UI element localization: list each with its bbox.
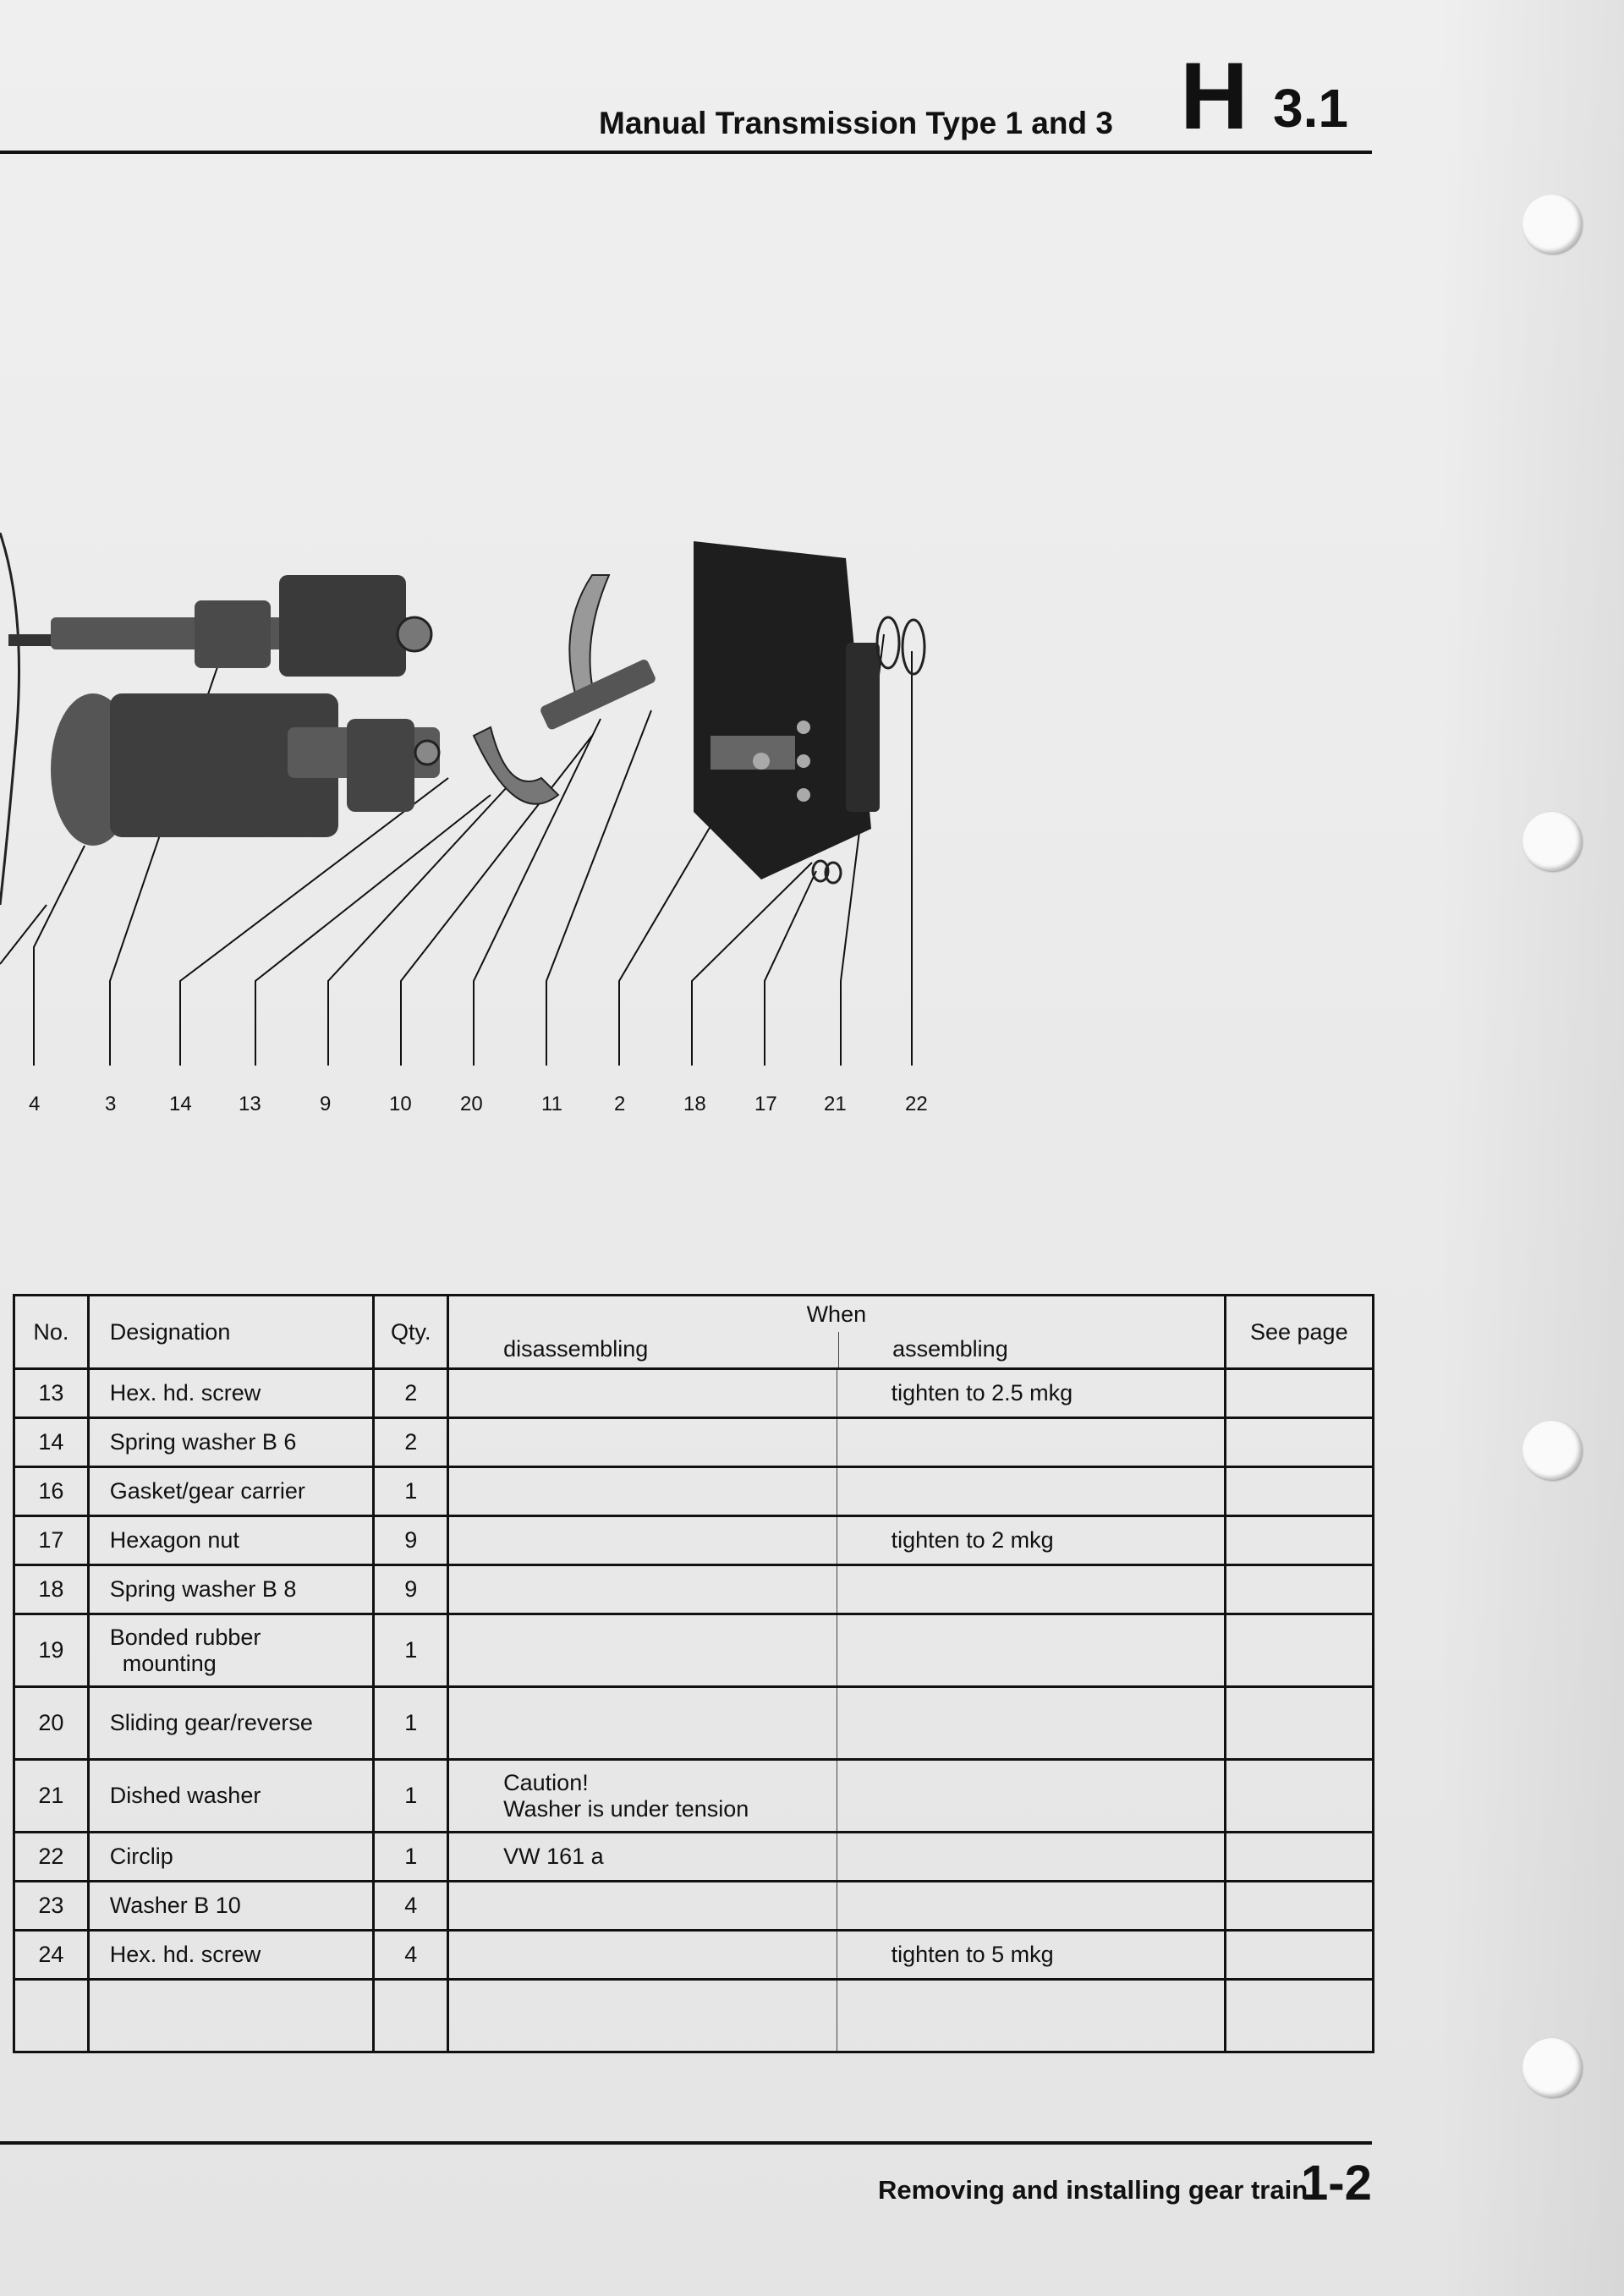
cell-designation: Circlip xyxy=(88,1833,374,1882)
cell-designation: Hexagon nut xyxy=(88,1516,374,1565)
cell-no: 22 xyxy=(14,1833,89,1882)
cell-qty: 4 xyxy=(374,1931,448,1980)
table-row xyxy=(14,1418,1374,1467)
cell-designation: Spring washer B 8 xyxy=(88,1565,374,1614)
cell-disassembling: Caution! Washer is under tension xyxy=(448,1760,837,1833)
cell-no: 19 xyxy=(14,1614,89,1687)
cell-qty: 1 xyxy=(374,1833,448,1882)
cell-assembling xyxy=(837,1833,1225,1882)
cell-designation: Sliding gear/reverse xyxy=(88,1687,374,1760)
table-header-row xyxy=(14,1296,1374,1369)
cell-no: 16 xyxy=(14,1467,89,1516)
table-row xyxy=(14,1516,1374,1565)
cell-qty xyxy=(374,1980,448,2052)
callout-18: 18 xyxy=(683,1093,706,1115)
header-designation: Designation xyxy=(88,1296,374,1369)
table-row xyxy=(14,1980,1374,2052)
cell-no: 20 xyxy=(14,1687,89,1760)
table-row xyxy=(14,1614,1374,1687)
cell-disassembling xyxy=(448,1418,837,1467)
header-disassembling: disassembling xyxy=(503,1336,649,1362)
footer-rule xyxy=(0,2141,1372,2145)
cell-assembling xyxy=(837,1882,1225,1931)
cell-assembling xyxy=(837,1687,1225,1760)
cell-no: 24 xyxy=(14,1931,89,1980)
punch-hole-1 xyxy=(1522,195,1582,254)
cell-designation: Spring washer B 6 xyxy=(88,1418,374,1467)
callout-2: 2 xyxy=(614,1093,626,1115)
cell-qty: 1 xyxy=(374,1467,448,1516)
callout-22: 22 xyxy=(905,1093,928,1115)
cell-disassembling xyxy=(448,1931,837,1980)
cell-disassembling xyxy=(448,1614,837,1687)
gear-carrier xyxy=(694,541,880,879)
main-shaft xyxy=(51,693,440,846)
cell-see-page xyxy=(1225,1614,1373,1687)
callout-14: 14 xyxy=(169,1093,192,1115)
header-rule xyxy=(0,151,1372,154)
footer-page-number: 1-2 xyxy=(1301,2156,1372,2211)
cell-assembling xyxy=(837,1614,1225,1687)
table-row xyxy=(14,1760,1374,1833)
section-number: 3.1 xyxy=(1273,78,1348,139)
cell-see-page xyxy=(1225,1687,1373,1760)
page-edge-shadow xyxy=(1438,0,1624,2296)
table-row xyxy=(14,1687,1374,1760)
cell-no: 23 xyxy=(14,1882,89,1931)
callout-3: 3 xyxy=(105,1093,117,1115)
punch-hole-4 xyxy=(1522,2038,1582,2097)
cell-designation: Bonded rubber mounting xyxy=(88,1614,374,1687)
cell-see-page xyxy=(1225,1516,1373,1565)
cell-no: 18 xyxy=(14,1565,89,1614)
footer-section-title: Removing and installing gear train xyxy=(878,2175,1309,2205)
cell-qty: 4 xyxy=(374,1882,448,1931)
cell-disassembling xyxy=(448,1516,837,1565)
cell-qty: 9 xyxy=(374,1516,448,1565)
cell-assembling xyxy=(837,1980,1225,2052)
table-row xyxy=(14,1369,1374,1418)
cell-designation: Hex. hd. screw xyxy=(88,1931,374,1980)
punch-hole-2 xyxy=(1522,812,1582,871)
header-when xyxy=(448,1296,1225,1369)
input-shaft xyxy=(8,575,431,677)
cell-see-page xyxy=(1225,1882,1373,1931)
cell-designation: Dished washer xyxy=(88,1760,374,1833)
cell-disassembling xyxy=(448,1882,837,1931)
cell-assembling: tighten to 2 mkg xyxy=(837,1516,1225,1565)
cell-qty: 2 xyxy=(374,1369,448,1418)
cell-designation: Washer B 10 xyxy=(88,1882,374,1931)
cell-no: 21 xyxy=(14,1760,89,1833)
cell-designation: Hex. hd. screw xyxy=(88,1369,374,1418)
cell-see-page xyxy=(1225,1833,1373,1882)
cell-assembling xyxy=(837,1565,1225,1614)
page-title: Manual Transmission Type 1 and 3 xyxy=(599,106,1113,140)
header-assembling: assembling xyxy=(892,1336,1008,1362)
cell-disassembling xyxy=(448,1565,837,1614)
cell-no: 14 xyxy=(14,1418,89,1467)
gasket xyxy=(0,533,19,905)
table-row xyxy=(14,1467,1374,1516)
callout-10: 10 xyxy=(389,1093,412,1115)
section-letter: H xyxy=(1180,43,1248,149)
table-row xyxy=(14,1882,1374,1931)
cell-see-page xyxy=(1225,1980,1373,2052)
cell-assembling: tighten to 5 mkg xyxy=(837,1931,1225,1980)
table-row xyxy=(14,1565,1374,1614)
cell-qty: 1 xyxy=(374,1614,448,1687)
cell-disassembling xyxy=(448,1687,837,1760)
header-when-label: When xyxy=(806,1301,867,1327)
callout-4: 4 xyxy=(29,1093,41,1115)
cell-assembling xyxy=(837,1467,1225,1516)
callout-17: 17 xyxy=(754,1093,777,1115)
cell-disassembling: VW 161 a xyxy=(448,1833,837,1882)
callout-11: 11 xyxy=(541,1093,562,1115)
header-see-page: See page xyxy=(1225,1296,1373,1369)
cell-disassembling xyxy=(448,1369,837,1418)
cell-assembling xyxy=(837,1418,1225,1467)
cell-see-page xyxy=(1225,1467,1373,1516)
parts-table-body xyxy=(14,1369,1374,2052)
callout-13: 13 xyxy=(239,1093,261,1115)
cell-no: 13 xyxy=(14,1369,89,1418)
cell-assembling: tighten to 2.5 mkg xyxy=(837,1369,1225,1418)
cell-disassembling xyxy=(448,1980,837,2052)
table-row xyxy=(14,1833,1374,1882)
header-no: No. xyxy=(14,1296,89,1369)
gear-train-exploded-diagram xyxy=(0,507,964,1082)
table-row xyxy=(14,1931,1374,1980)
cell-qty: 1 xyxy=(374,1760,448,1833)
cell-qty: 9 xyxy=(374,1565,448,1614)
callout-9: 9 xyxy=(320,1093,332,1115)
cell-no: 17 xyxy=(14,1516,89,1565)
cell-disassembling xyxy=(448,1467,837,1516)
header-when-divider xyxy=(838,1332,839,1367)
cell-see-page xyxy=(1225,1418,1373,1467)
cell-no xyxy=(14,1980,89,2052)
punch-hole-3 xyxy=(1522,1421,1582,1480)
cell-qty: 1 xyxy=(374,1687,448,1760)
cell-designation: Gasket/gear carrier xyxy=(88,1467,374,1516)
parts-table xyxy=(13,1294,1374,2053)
cell-see-page xyxy=(1225,1565,1373,1614)
header-qty: Qty. xyxy=(374,1296,448,1369)
cell-qty: 2 xyxy=(374,1418,448,1467)
callout-20: 20 xyxy=(460,1093,483,1115)
cell-assembling xyxy=(837,1760,1225,1833)
callout-21: 21 xyxy=(824,1093,847,1115)
cell-see-page xyxy=(1225,1931,1373,1980)
cell-see-page xyxy=(1225,1369,1373,1418)
cell-see-page xyxy=(1225,1760,1373,1833)
cell-designation xyxy=(88,1980,374,2052)
